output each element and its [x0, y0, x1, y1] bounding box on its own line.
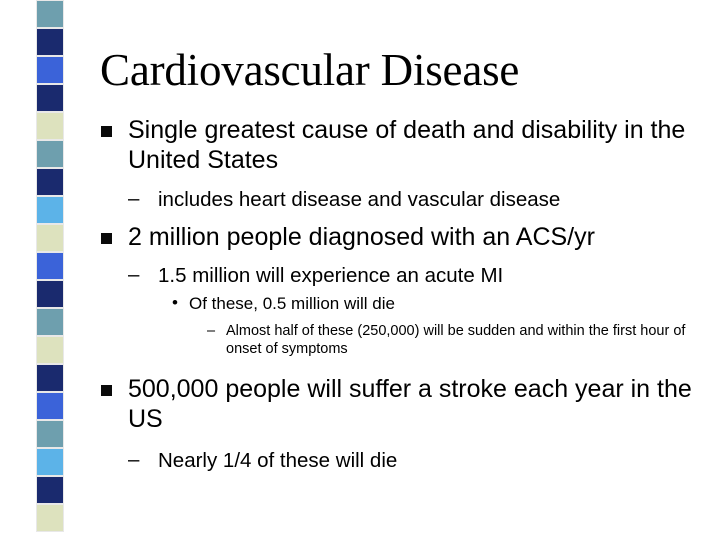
bullet-2-subsub-text: Of these, 0.5 million will die	[189, 294, 395, 313]
decorative-tile	[36, 476, 64, 504]
decorative-tile	[36, 28, 64, 56]
decorative-tile	[36, 0, 64, 28]
dash-bullet-icon: –	[128, 263, 140, 286]
square-bullet-icon	[101, 233, 112, 244]
decorative-tile	[36, 196, 64, 224]
dot-bullet-icon: •	[172, 293, 178, 312]
decorative-tile	[36, 140, 64, 168]
dash-bullet-icon: –	[128, 187, 140, 210]
bullet-3-text: 500,000 people will suffer a stroke each year in the US	[128, 375, 692, 433]
decorative-tile	[36, 308, 64, 336]
bullet-1-sub-text: includes heart disease and vascular disease	[158, 188, 561, 211]
decorative-tile	[36, 224, 64, 252]
decorative-tile	[36, 392, 64, 420]
decorative-tile	[36, 420, 64, 448]
bullet-1-text: Single greatest cause of death and disability in the United States	[128, 116, 686, 174]
square-bullet-icon	[101, 126, 112, 137]
decorative-tile-stripe	[0, 0, 66, 540]
bullet-2-sub-text: 1.5 million will experience an acute MI	[158, 264, 504, 287]
decorative-tile	[36, 168, 64, 196]
decorative-tile	[36, 280, 64, 308]
decorative-tile	[36, 364, 64, 392]
decorative-tile	[36, 112, 64, 140]
decorative-tile	[36, 448, 64, 476]
decorative-tile	[36, 336, 64, 364]
decorative-tile	[36, 504, 64, 532]
dash-bullet-icon: –	[207, 323, 216, 339]
dash-bullet-icon: –	[128, 448, 140, 471]
decorative-tile	[36, 84, 64, 112]
bullet-3-sub-text: Nearly 1/4 of these will die	[158, 449, 398, 472]
slide-title: Cardiovascular Disease	[100, 45, 520, 95]
square-bullet-icon	[101, 385, 112, 396]
decorative-tile	[36, 252, 64, 280]
bullet-2-subsubsub-text: Almost half of these (250,000) will be sudden and within the first hour of onset of symptoms	[226, 323, 686, 357]
decorative-tile	[36, 56, 64, 84]
bullet-2-text: 2 million people diagnosed with an ACS/yr	[128, 223, 595, 251]
